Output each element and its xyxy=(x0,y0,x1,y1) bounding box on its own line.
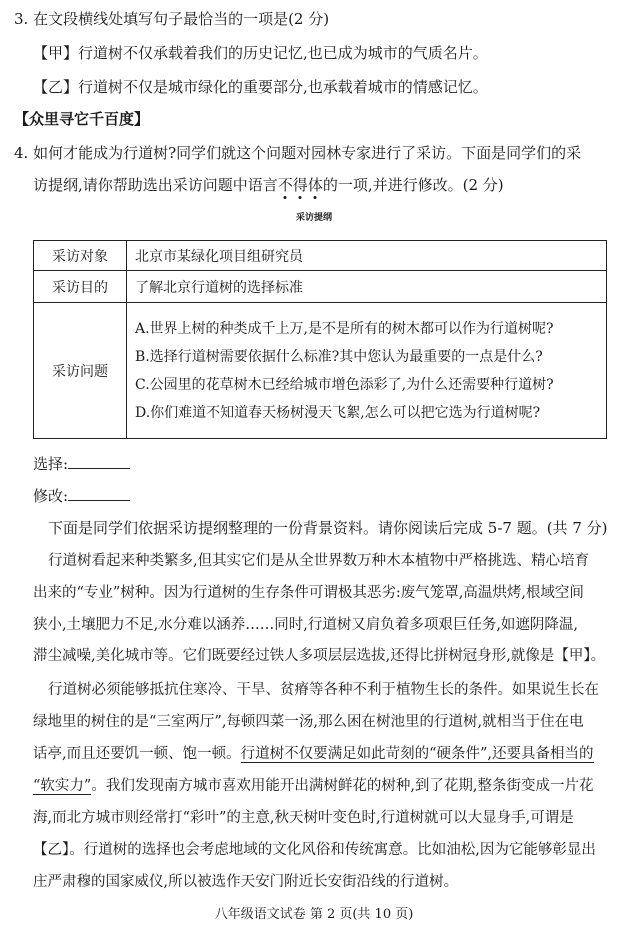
question-b: B.选择行道树需要依据什么标准?其中您认为最重要的一点是什么? xyxy=(135,348,543,365)
row-key: 采访问题 xyxy=(34,303,127,439)
passage-line: 行道树必须能够抵抗住寒冷、干旱、贫瘠等各种不利于植物生长的条件。如果说生长在 xyxy=(48,682,599,698)
passage-line: 行道树看起来种类繁多,但其实它们是从全世界数万种木本植物中严格挑选、精心培育 xyxy=(48,553,590,569)
questions-cell xyxy=(127,303,607,439)
passage-line: 海,而北方城市则经常打“彩叶”的主意,秋天树叶变色时,行道树就可以大显身手,可谓是 xyxy=(33,810,574,826)
passage-line: 滞尘减噪,美化城市等。它们既要经过铁人多项层层选拔,还得比拼树冠身形,就像是【甲】。 xyxy=(33,648,606,664)
q4-line-2-b: 的一项,并进行修改。(2 分) xyxy=(322,176,504,194)
reading-intro: 下面是同学们依据采访提纲整理的一份背景资料。请你阅读后完成 5-7 题。(共 7 分) xyxy=(48,519,608,537)
passage-text: 话亭,而且还要饥一顿、饱一顿。 xyxy=(33,746,241,762)
page-footer: 八年级语文试卷 第 2 页(共 10 页) xyxy=(214,907,414,922)
choose-row xyxy=(33,454,130,474)
question-a: A.世界上树的种类成千上万,是不是所有的树木都可以作为行道树呢? xyxy=(135,320,554,337)
question-c: C.公园里的花草树木已经给城市增色添彩了,为什么还需要种行道树? xyxy=(135,376,554,393)
row-key: 采访对象 xyxy=(34,241,127,271)
emphasis-char: 体 xyxy=(307,176,323,194)
emphasis-char: 得 xyxy=(292,176,308,194)
table-title: 采访提纲 xyxy=(295,213,332,223)
table-row xyxy=(34,241,607,271)
row-value: 了解北京行道树的选择标准 xyxy=(127,271,607,303)
passage-line: 狭小,土壤肥力不足,水分难以涵养……同时,行道树又肩负着多项艰巨任务,如遮阴降温, xyxy=(33,617,579,633)
table-row xyxy=(34,303,607,439)
underlined-sentence: 行道树不仅要满足如此苛刻的“硬条件”,还要具备相当的 xyxy=(240,746,594,762)
passage-line: 绿地里的树住的是“三室两厅”,每顿四菜一汤,那么困在树池里的行道树,就相当于住在电 xyxy=(33,714,584,730)
q4-line-1: 4. 如何才能成为行道树?同学们就这个问题对园林专家进行了采访。下面是同学们的采 xyxy=(14,144,582,162)
passage-text: 。我们发现南方城市喜欢用能开出满树鲜花的树种,到了花期,整条街变成一片花 xyxy=(91,778,594,794)
question-d: D.你们难道不知道春天杨树漫天飞絮,怎么可以把它选为行道树呢? xyxy=(135,404,541,421)
q3-option-a: 【甲】行道树不仅承载着我们的历史记忆,也已成为城市的气质名片。 xyxy=(33,44,488,62)
q4-line-2 xyxy=(33,175,504,195)
passage-line xyxy=(33,776,594,796)
modify-row xyxy=(33,486,130,506)
row-value: 北京市某绿化项目组研究员 xyxy=(127,241,607,271)
modify-label: 修改: xyxy=(33,487,69,505)
passage-line: 出来的“专业”树种。因为行道树的生存条件可谓极其恶劣:废气笼罩,高温烘烤,根域空间 xyxy=(33,585,584,601)
modify-blank[interactable] xyxy=(68,486,130,501)
underlined-sentence-end: “软实力” xyxy=(33,778,92,794)
passage-line: 庄严肃穆的国家威仪,所以被选作天安门附近长安街沿线的行道树。 xyxy=(33,874,459,890)
table-row xyxy=(34,271,607,303)
passage-line: 【乙】。行道树的选择也会考虑地域的文化风俗和传统寓意。比如油松,因为它能够彰显出 xyxy=(33,842,596,858)
q3-option-b: 【乙】行道树不仅是城市绿化的重要部分,也承载着城市的情感记忆。 xyxy=(33,78,488,96)
choose-blank[interactable] xyxy=(68,454,130,469)
passage-line xyxy=(33,744,594,764)
emphasis-char: 不 xyxy=(277,176,293,194)
interview-outline-table xyxy=(33,240,607,439)
section-title: 【众里寻它千百度】 xyxy=(14,110,150,128)
q4-line-2-a: 访提纲,请你帮助选出采访问题中语言 xyxy=(33,176,278,194)
choose-label: 选择: xyxy=(33,455,69,473)
row-key: 采访目的 xyxy=(34,271,127,303)
q3-stem: 3. 在文段横线处填写句子最恰当的一项是(2 分) xyxy=(14,10,330,28)
